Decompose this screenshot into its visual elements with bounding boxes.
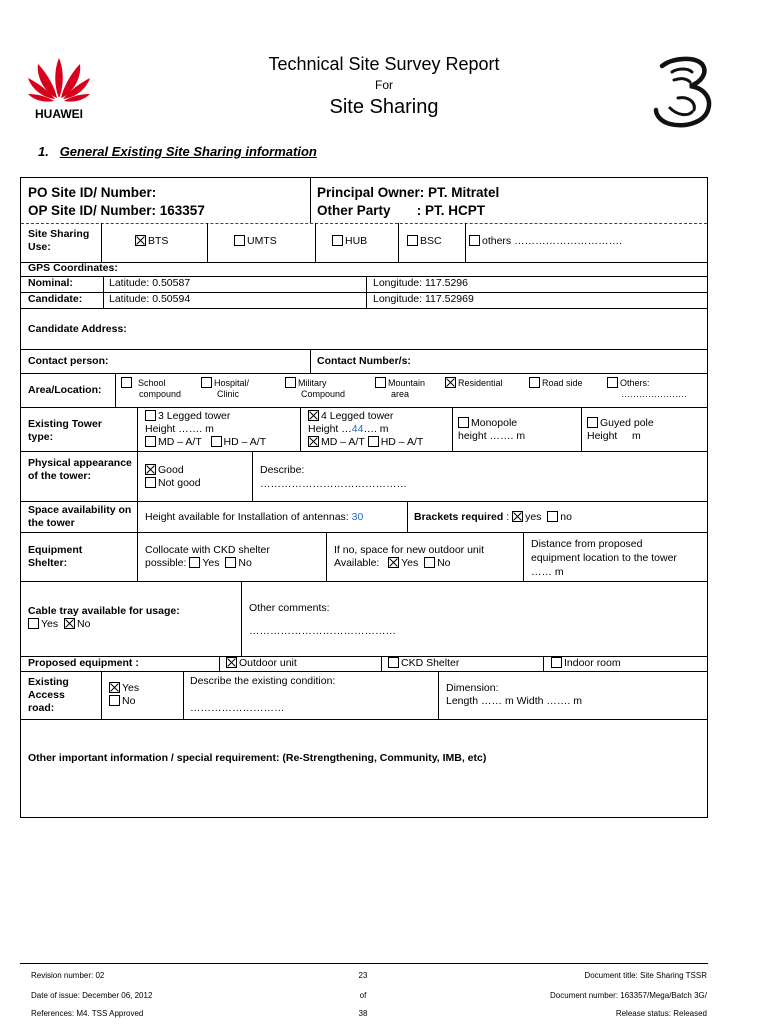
tower-monopole-height: height ……. m <box>458 430 526 442</box>
umts-checkbox <box>234 235 245 246</box>
other-comments-dots: …………………………………… <box>249 625 396 637</box>
physical-describe: Describe: <box>260 464 305 476</box>
shelter-distance-3: …… m <box>531 566 564 578</box>
physical-not-good[interactable]: Not good <box>145 477 201 490</box>
report-title: Technical Site Survey Report <box>268 54 500 74</box>
footer-date: Date of issue: December 06, 2012 <box>31 991 153 1000</box>
shelter-label: Equipment Shelter: <box>28 544 83 569</box>
access-dimension: Dimension: <box>446 682 499 694</box>
footer-doc-title: Document title: Site Sharing TSSR <box>584 971 707 980</box>
access-describe-dots: ……………………… <box>190 702 285 714</box>
access-describe: Describe the existing condition: <box>190 675 336 687</box>
tower-3-legged[interactable]: 3 Legged tower <box>145 410 230 423</box>
cable-tray-label: Cable tray available for usage: <box>28 605 180 617</box>
footer-of: of <box>359 991 367 1000</box>
contact-person-label: Contact person: <box>28 355 109 367</box>
cable-tray-options[interactable]: Yes No <box>28 618 90 631</box>
report-for-label: For <box>375 78 393 92</box>
proposed-ckd[interactable]: CKD Shelter <box>388 657 459 670</box>
bsc-checkbox <box>407 235 418 246</box>
area-roadside[interactable]: Road side <box>529 377 583 389</box>
area-military[interactable]: Military Compound <box>285 377 345 400</box>
tower-3-md-hd[interactable]: MD – A/T HD – A/T <box>145 436 266 449</box>
area-hospital[interactable]: Hospital/ Clinic <box>201 377 249 400</box>
sharing-hub[interactable]: HUB <box>332 235 367 248</box>
area-school[interactable]: School compound <box>121 377 181 400</box>
candidate-latitude: Latitude: 0.50594 <box>109 293 191 305</box>
sharing-use-label: Site Sharing Use: <box>28 228 90 253</box>
footer-total-pages: 38 <box>358 1009 368 1018</box>
po-site-id: PO Site ID/ Number: <box>28 185 157 200</box>
area-others[interactable]: Others: …………………. <box>607 377 687 400</box>
contact-numbers-label: Contact Number/s: <box>317 355 411 367</box>
other-info-label: Other important information / special requirement: (Re-Strengthening, Community, IMB, etc) <box>28 752 487 764</box>
access-yes[interactable]: Yes <box>109 682 139 695</box>
area-mountain[interactable]: Mountain area <box>375 377 425 400</box>
candidate-longitude: Longitude: 117.52969 <box>373 293 474 305</box>
candidate-address-label: Candidate Address: <box>28 323 127 335</box>
tower-4-legged-height: Height …44…. m <box>308 423 389 435</box>
sharing-bsc[interactable]: BSC <box>407 235 442 248</box>
sharing-umts[interactable]: UMTS <box>234 235 277 248</box>
section-heading: 1. General Existing Site Sharing information <box>38 144 317 159</box>
nominal-latitude: Latitude: 0.50587 <box>109 277 191 289</box>
shelter-collocate: Collocate with CKD shelter <box>145 544 270 556</box>
other-party: Other Party : PT. HCPT <box>317 203 486 218</box>
area-location-label: Area/Location: <box>28 384 102 396</box>
footer-revision: Revision number: 02 <box>31 971 105 980</box>
others-checkbox <box>469 235 480 246</box>
footer-release: Release status: Released <box>615 1009 707 1018</box>
proposed-outdoor[interactable]: Outdoor unit <box>226 657 297 670</box>
tower-monopole[interactable]: Monopole <box>458 417 517 430</box>
other-comments: Other comments: <box>249 602 330 614</box>
report-subtitle: Site Sharing <box>329 96 439 118</box>
access-road-label: Existing Access road: <box>28 676 69 714</box>
principal-owner: Principal Owner: PT. Mitratel <box>317 185 500 200</box>
hub-checkbox <box>332 235 343 246</box>
gps-candidate-label: Candidate: <box>28 293 83 305</box>
shelter-distance: Distance from proposed <box>531 538 643 550</box>
access-dimension-values: Length …… m Width ……. m <box>446 695 582 707</box>
physical-good[interactable]: Good <box>145 464 184 477</box>
three-logo <box>648 54 718 130</box>
shelter-collocate-possible[interactable]: possible: Yes No <box>145 557 252 569</box>
brackets-required[interactable]: Brackets required : yes no <box>414 511 572 523</box>
tower-type-label: Existing Tower type: <box>28 418 102 443</box>
sharing-others[interactable]: others …………………………. <box>469 235 622 248</box>
proposed-label: Proposed equipment : <box>28 657 139 669</box>
survey-form <box>20 177 708 818</box>
footer-doc-number: Document number: 163357/Mega/Batch 3G/ <box>550 991 707 1000</box>
tower-4-legged[interactable]: 4 Legged tower <box>308 410 393 423</box>
footer-rule <box>20 963 708 964</box>
tower-guyed[interactable]: Guyed pole <box>587 417 654 430</box>
tower-guyed-height: Height m <box>587 430 641 442</box>
space-label: Space availability on the tower <box>28 504 132 529</box>
physical-label: Physical appearance of the tower: <box>28 457 132 482</box>
sharing-bts[interactable]: BTS <box>135 235 168 248</box>
gps-label: GPS Coordinates: <box>28 262 118 274</box>
gps-nominal-label: Nominal: <box>28 277 73 289</box>
huawei-wordmark: HUAWEI <box>35 107 83 121</box>
tower-4-md-hd[interactable]: MD – A/T HD – A/T <box>308 436 423 449</box>
access-no[interactable]: No <box>109 695 135 708</box>
shelter-space: If no, space for new outdoor unit <box>334 544 485 556</box>
shelter-distance-2: equipment location to the tower <box>531 552 677 564</box>
physical-describe-dots: …………………………………… <box>260 478 407 490</box>
nominal-longitude: Longitude: 117.5296 <box>373 277 468 289</box>
op-site-id: OP Site ID/ Number: 163357 <box>28 203 205 218</box>
area-residential[interactable]: Residential <box>445 377 503 389</box>
tower-3-legged-height: Height ……. m <box>145 423 214 435</box>
shelter-space-available[interactable]: Available: Yes No <box>334 557 451 569</box>
footer-page-number: 23 <box>358 971 368 980</box>
space-height: Height available for Installation of antennas: 30 <box>145 511 364 523</box>
proposed-indoor[interactable]: Indoor room <box>551 657 621 670</box>
bts-checkbox <box>135 235 146 246</box>
footer-references: References: M4. TSS Approved <box>31 1009 144 1018</box>
